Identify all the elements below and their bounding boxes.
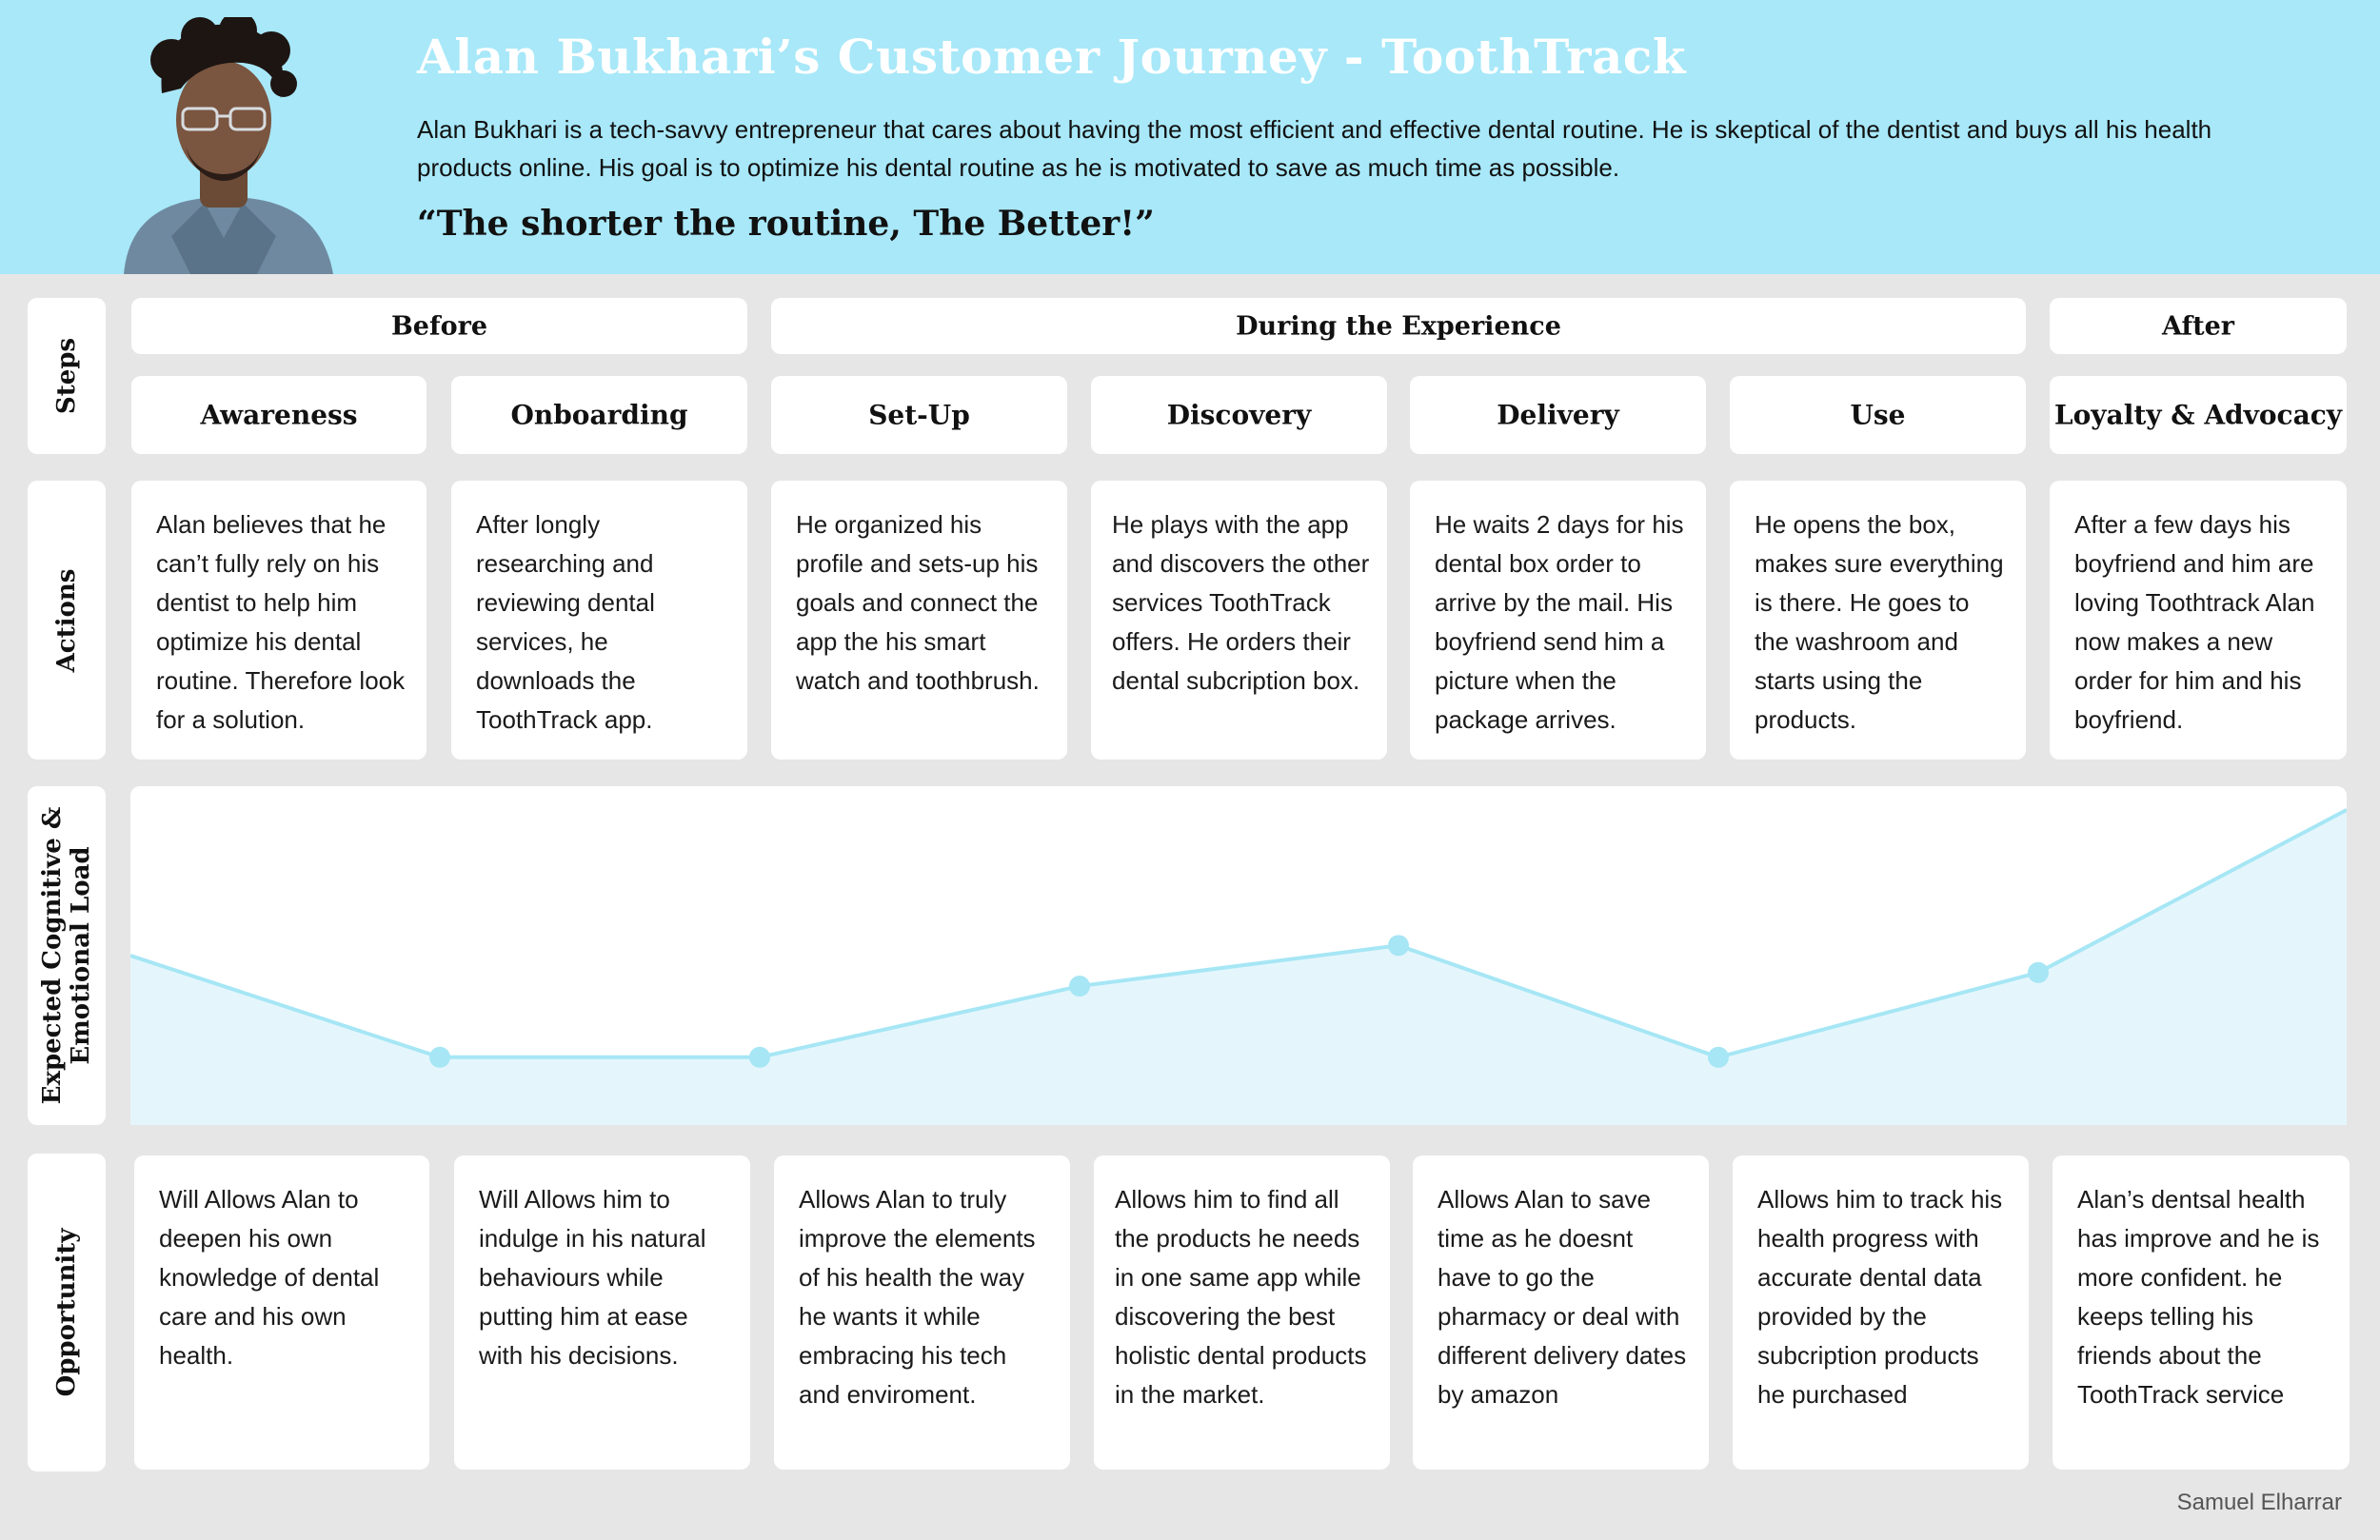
action-text: He plays with the app and discovers the other services ToothTrack offers. He orders their dental subcription box.	[1112, 510, 1370, 695]
step-onboarding: Onboarding	[451, 376, 747, 454]
row-label-opportunity: Opportunity	[28, 1154, 106, 1471]
persona-quote: “The shorter the routine, The Better!”	[417, 204, 1155, 244]
action-text: After longly researching and reviewing dental services, he downloads the ToothTrack app.	[476, 510, 655, 734]
action-card	[451, 481, 747, 760]
action-card	[1091, 481, 1387, 760]
persona-description: Alan Bukhari is a tech-savvy entrepreneur that cares about having the most efficient and effective dental routine. He is skeptical of the dentist and buys all his health products online. His goal is to optimize his dental routine as he is motivated to save as much time as possible.	[417, 115, 2212, 182]
opportunity-text: Allows Alan to truly improve the elements of his health the way he wants it while embracing his tech and enviroment.	[799, 1185, 1036, 1409]
row-label-load: Expected Cognitive & Emotional Load	[28, 786, 106, 1125]
action-text: After a few days his boyfriend and him are loving Toothtrack Alan now makes a new order for him and his boyfriend.	[2074, 510, 2315, 734]
opportunity-text: Will Allows Alan to deepen his own knowledge of dental care and his own health.	[159, 1185, 380, 1370]
phase-before: Before	[131, 298, 747, 354]
action-card	[2050, 481, 2347, 760]
opportunity-text: Allows him to track his health progress with accurate dental data provided by the subcription products he purchased	[1757, 1185, 2003, 1409]
opportunity-text: Allows Alan to save time as he doesnt have to go the pharmacy or deal with different delivery dates by amazon	[1438, 1185, 1687, 1409]
opportunity-card	[134, 1155, 429, 1470]
load-point	[2028, 962, 2049, 983]
opportunity-text: Alan’s dentsal health has improve and he is more confident. he keeps telling his friends about the ToothTrack service	[2077, 1185, 2320, 1409]
step-awareness: Awareness	[131, 376, 426, 454]
row-label-steps: Steps	[28, 298, 106, 454]
step-delivery: Delivery	[1410, 376, 1706, 454]
opportunity-card	[2053, 1155, 2350, 1470]
load-point	[1388, 935, 1409, 956]
action-text: He opens the box, makes sure everything is there. He goes to the washroom and starts using the products.	[1755, 510, 2004, 734]
action-card	[771, 481, 1067, 760]
action-text: He organized his profile and sets-up his goals and connect the app the his smart watch and toothbrush.	[796, 510, 1040, 695]
header-banner	[0, 0, 2380, 274]
load-point	[429, 1047, 450, 1068]
load-point	[1069, 976, 1090, 997]
phase-after: After	[2050, 298, 2347, 354]
page-title: Alan Bukhari’s Customer Journey - ToothTrack	[417, 29, 1686, 85]
opportunity-card	[1733, 1155, 2029, 1470]
persona-avatar	[105, 17, 343, 274]
action-card	[1730, 481, 2026, 760]
opportunity-text: Will Allows him to indulge in his natural behaviours while putting him at ease with his decisions.	[479, 1185, 706, 1370]
opportunity-card	[454, 1155, 750, 1470]
action-card	[1410, 481, 1706, 760]
opportunity-card	[1094, 1155, 1390, 1470]
step-loyalty-advocacy: Loyalty & Advocacy	[2050, 376, 2347, 454]
phase-during: During the Experience	[771, 298, 2026, 354]
opportunity-text: Allows him to find all the products he needs in one same app while discovering the best holistic dental products in the market.	[1115, 1185, 1367, 1409]
load-chart	[130, 786, 2347, 1125]
step-setup: Set-Up	[771, 376, 1067, 454]
step-use: Use	[1730, 376, 2026, 454]
row-label-actions: Actions	[28, 481, 106, 760]
step-discovery: Discovery	[1091, 376, 1387, 454]
load-point	[1708, 1047, 1729, 1068]
action-text: He waits 2 days for his dental box order to arrive by the mail. His boyfriend send him a picture when the package arrives.	[1435, 510, 1684, 734]
author-credit: Samuel Elharrar	[2176, 1490, 2342, 1515]
action-card	[131, 481, 426, 760]
opportunity-card	[774, 1155, 1070, 1470]
action-text: Alan believes that he can’t fully rely on his dentist to help him optimize his dental routine. Therefore look for a solution.	[156, 510, 406, 734]
opportunity-card	[1413, 1155, 1709, 1470]
load-point	[749, 1047, 770, 1068]
